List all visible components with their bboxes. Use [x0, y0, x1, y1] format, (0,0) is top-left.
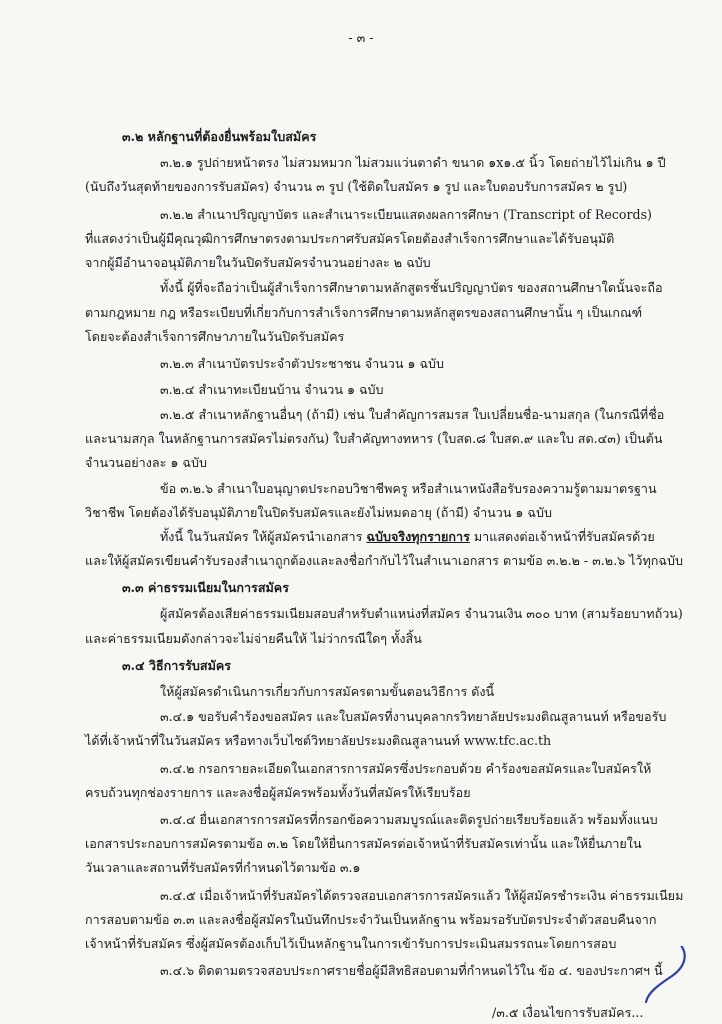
final-note-line2: และให้ผู้สมัครเขียนคำรับรองสำเนาถูกต้องและลงชื่อกำกับไว้ในสำเนาเอกสาร ตามข้อ ๓.๒.๒ - ๓.๒.๖ ไว้ทุกฉบับ: [85, 553, 683, 568]
step-3-4-5-line3: เจ้าหน้าที่รับสมัคร ซึ่งผู้สมัครต้องเก็บไว้เป็นหลักฐานในการเข้ารับการประเมินสมรรถนะโดยการสอบ: [85, 936, 617, 951]
item-3-2-2-line1: ๓.๒.๒ สำเนาปริญญาบัตร และสำเนาระเบียนแสดงผลการศึกษา (Transcript of Records): [160, 207, 652, 222]
continuation-note: /๓.๕ เงื่อนไขการรับสมัคร...: [492, 1005, 644, 1020]
section-3-4-heading: ๓.๔ วิธีการรับสมัคร: [122, 658, 232, 673]
step-3-4-6: ๓.๔.๖ ติดตามตรวจสอบประกาศรายชื่อผู้มีสิทธิสอบตามที่กำหนดไว้ใน ข้อ ๔. ของประกาศฯ นี้: [160, 963, 663, 978]
step-3-4-1-line1: ๓.๔.๑ ขอรับคำร้องขอสมัคร และใบสมัครที่งานบุคลากรวิทยาลัยประมงติณสูลานนท์ หรือขอรับ: [160, 709, 667, 724]
item-3-2-1-line2: (นับถึงวันสุดท้ายของการรับสมัคร) จำนวน ๓ รูป (ใช้ติดใบสมัคร ๑ รูป และใบตอบรับการสมัคร ๒ รูป): [85, 179, 628, 194]
step-3-4-4-line1: ๓.๔.๔ ยื่นเอกสารการสมัครที่กรอกข้อความสมบูรณ์และติดรูปถ่ายเรียบร้อยแล้ว พร้อมทั้งแนบ: [160, 812, 658, 827]
note-line1: ทั้งนี้ ผู้ที่จะถือว่าเป็นผู้สำเร็จการศึกษาตามหลักสูตรชั้นปริญญาบัตร ของสถานศึกษาใดนั้นจะถือ: [160, 280, 663, 295]
step-3-4-2-line2: ครบถ้วนทุกช่องรายการ และลงชื่อผู้สมัครพร้อมทั้งวันที่สมัครให้เรียบร้อย: [85, 785, 471, 800]
step-3-4-2-line1: ๓.๔.๒ กรอกรายละเอียดในเอกสารการสมัครซึ่งประกอบด้วย คำร้องขอสมัครและใบสมัครให้: [160, 761, 652, 776]
final-note-emphasis: ฉบับจริงทุกรายการ: [366, 529, 470, 544]
item-3-2-5-line1: ๓.๒.๕ สำเนาหลักฐานอื่นๆ (ถ้ามี) เช่น ใบสำคัญการสมรส ใบเปลี่ยนชื่อ-นามสกุล (ในกรณีที่ชื่อ: [160, 407, 665, 422]
item-3-2-5-line2: และนามสกุล ในหลักฐานการสมัครไม่ตรงกัน) ใบสำคัญทางทหาร (ใบสด.๘ ใบสด.๙ และใบ สด.๔๓) เป็นต้น: [85, 431, 663, 446]
note-line3: โดยจะต้องสำเร็จการศึกษาภายในวันปิดรับสมัคร: [85, 329, 345, 344]
note-line2: ตามกฎหมาย กฎ หรือระเบียบที่เกี่ยวกับการสำเร็จการศึกษาตามหลักสูตรของสถานศึกษานั้น ๆ เป็นเกณฑ์: [85, 305, 643, 320]
step-3-4-4-line2: เอกสารประกอบการสมัครตามข้อ ๓.๒ โดยให้ยื่นการสมัครต่อเจ้าหน้าที่รับสมัครเท่านั้น และให้ยื่นภายใน: [85, 836, 642, 851]
step-3-4-4-line3: วันเวลาและสถานที่รับสมัครที่กำหนดไว้ตามข้อ ๓.๑: [85, 860, 361, 875]
step-3-4-5-line1: ๓.๔.๕ เมื่อเจ้าหน้าที่รับสมัครได้ตรวจสอบเอกสารการสมัครแล้ว ให้ผู้สมัครชำระเงิน ค่าธรรมเนียม: [160, 888, 684, 903]
final-note-post: มาแสดงต่อเจ้าหน้าที่รับสมัครด้วย: [469, 529, 655, 544]
fee-line2: และค่าธรรมเนียมดังกล่าวจะไม่จ่ายคืนให้ ไม่ว่ากรณีใดๆ ทั้งสิ้น: [85, 631, 422, 646]
item-3-2-6-line1: ข้อ ๓.๒.๖ สำเนาใบอนุญาตประกอบวิชาชีพครู หรือสำเนาหนังสือรับรองความรู้ตามมาตรฐาน: [160, 481, 657, 496]
fee-line1: ผู้สมัครต้องเสียค่าธรรมเนียมสอบสำหรับตำแหน่งที่สมัคร จำนวนเงิน ๓๐๐ บาท (สามร้อยบาทถ้วน): [160, 606, 683, 621]
item-3-2-2-line3: จากผู้มีอำนาจอนุมัติภายในวันปิดรับสมัครจำนวนอย่างละ ๒ ฉบับ: [85, 255, 431, 270]
final-note-pre: ทั้งนี้ ในวันสมัคร ให้ผู้สมัครนำเอกสาร: [160, 529, 367, 544]
final-note-line1: [160, 528, 655, 546]
section-3-3-heading: ๓.๓ ค่าธรรมเนียมในการสมัคร: [122, 580, 289, 595]
item-3-2-6-line2: วิชาชีพ โดยต้องได้รับอนุมัติภายในปิดรับสมัครและยังไม่หมดอายุ (ถ้ามี) จำนวน ๑ ฉบับ: [85, 505, 552, 520]
step-3-4-1-line2: ได้ที่เจ้าหน้าที่ในวันสมัคร หรือทางเว็บไซต์วิทยาลัยประมงติณสูลานนท์ www.tfc.ac.th: [85, 733, 552, 748]
handwritten-signature: [560, 946, 710, 1016]
item-3-2-5-line3: จำนวนอย่างละ ๑ ฉบับ: [85, 455, 207, 470]
item-3-2-4: ๓.๒.๔ สำเนาทะเบียนบ้าน จำนวน ๑ ฉบับ: [160, 382, 384, 397]
section-3-2-heading: ๓.๒ หลักฐานที่ต้องยื่นพร้อมใบสมัคร: [122, 129, 317, 144]
item-3-2-1-line1: ๓.๒.๑ รูปถ่ายหน้าตรง ไม่สวมหมวก ไม่สวมแว่นตาดำ ขนาด ๑x๑.๕ นิ้ว โดยถ่ายไว้ไม่เกิน ๑ ปี: [160, 155, 666, 170]
page-number: - ๓ -: [348, 30, 374, 45]
step-3-4-5-line2: การสอบตามข้อ ๓.๓ และลงชื่อผู้สมัครในบันทึกประจำวันเป็นหลักฐาน พร้อมรอรับบัตรประจำตัวสอบคืนจาก: [85, 912, 657, 927]
procedure-intro: ให้ผู้สมัครดำเนินการเกี่ยวกับการสมัครตามขั้นตอนวิธีการ ดังนี้: [160, 684, 495, 699]
signature-mark: [560, 946, 710, 1020]
item-3-2-2-line2: ที่แสดงว่าเป็นผู้มีคุณวุฒิการศึกษาตรงตามประกาศรับสมัครโดยต้องสำเร็จการศึกษาและได้รับอนุมัติ: [85, 231, 615, 246]
item-3-2-3: ๓.๒.๓ สำเนาบัตรประจำตัวประชาชน จำนวน ๑ ฉบับ: [160, 356, 445, 371]
